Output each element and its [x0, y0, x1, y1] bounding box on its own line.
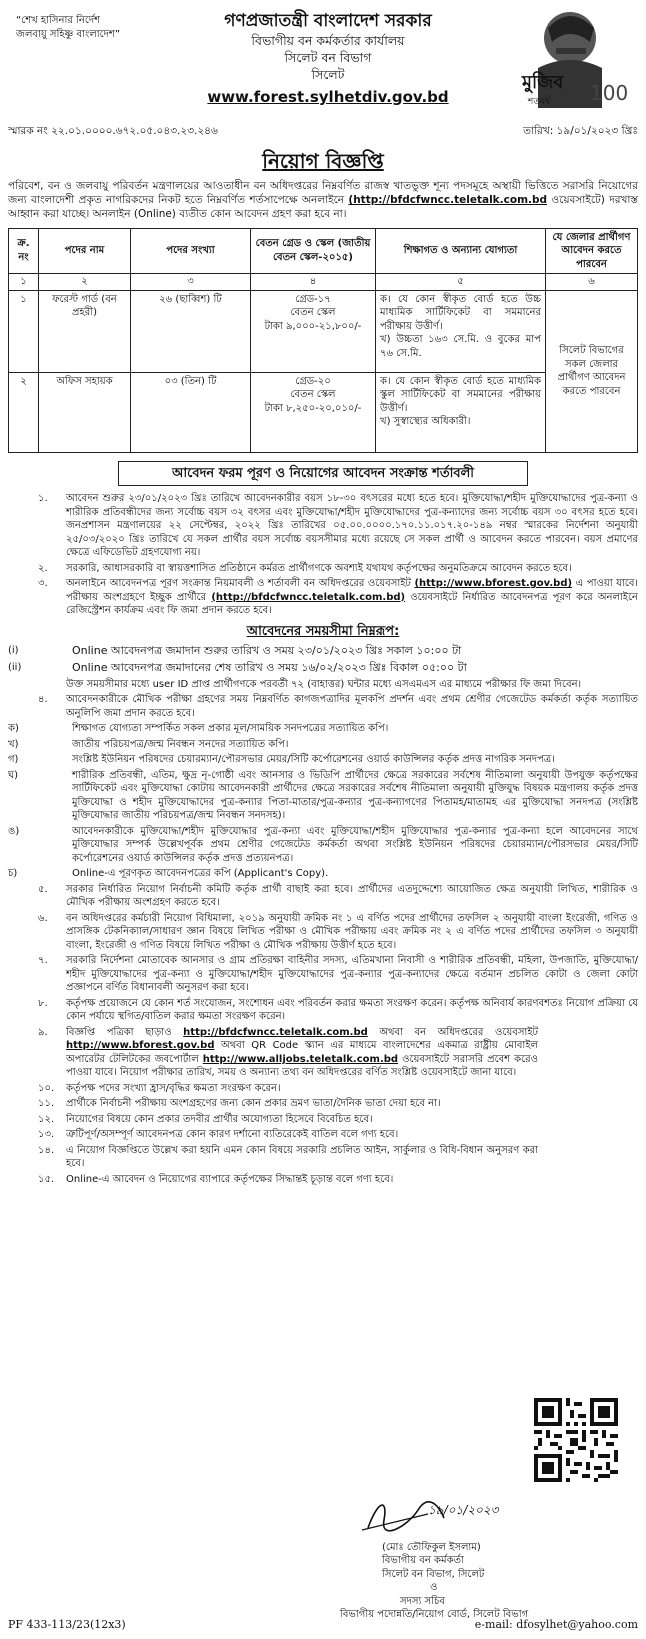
item-number: ৩. — [38, 578, 48, 590]
text-part: অনলাইনে আবেদনপত্র পূরণ সংক্রান্ত নিয়মাবলী ও শর্তাবলী বন অধিদপ্তরের ওয়েবসাইট — [66, 578, 415, 590]
deadline-note — [8, 678, 638, 692]
item-number: ১০. — [38, 1082, 55, 1094]
scale-value: টাকা ৯,০০০-২১,৮০০/- — [264, 320, 362, 332]
item-text: Online-এ পূরণকৃত আবেদনপত্রের কপি (Applicant's Copy). — [72, 868, 329, 880]
signatory-board: বিভাগীয় পদোন্নতি/নিয়োগ বোর্ড, সিলেট বিভাগ — [340, 1609, 529, 1620]
col-number: ২ — [39, 274, 131, 291]
notice-title: নিয়োগ বিজ্ঞপ্তি — [262, 149, 384, 173]
conditions-list-b — [8, 883, 638, 1080]
item-text: আবেদনকারীকে মুক্তিযোদ্ধা/শহীদ মুক্তিযোদ্ধার পুত্র-কন্যা এবং মুক্তিযোদ্ধা/শহীদ মুক্তিযোদ্ধার পুত্র-কন্যার পুত্র-কন্যা হলে আবেদনের সাথে মুক্তিযোদ্ধার সম্পর্ক উল্লেখপূর্বক প্রথম শ্রেণীর গেজেটেড কর্মকর্তা অথবা সংশ্লিষ্ট ইউনিয়ন পরিষদের চেয়ারম্যান/পৌরসভার মেয়র/সিটি কর্পোরেশনের ওয়ার্ড কাউন্সিলর কর্তৃক প্রদত্ত প্রত্যয়নপত্র। — [72, 825, 638, 864]
row-grade — [251, 290, 376, 372]
item-number: ১৩. — [38, 1129, 55, 1141]
memo-number: স্মারক নং ২২.০১.০০০০.৬৭২.০৫.০৪৩.২৩.২৪৬ — [8, 125, 218, 137]
text-part: অথবা QR Code স্ক্যান এর মাধ্যমে বাংলাদেশের একমাত্র রাষ্ট্রীয় মোবাইল অপারেটর টেলিটকের জবপোর্টাল — [66, 1040, 538, 1065]
text-part: বিজ্ঞপ্তি পত্রিকা ছাড়াও — [66, 1026, 184, 1038]
item-number: খ) — [8, 738, 19, 750]
government-block — [178, 10, 478, 107]
intro-paragraph — [8, 179, 638, 222]
intro-text-2: ওয়েবসাইটে) দরখাস্ত আহ্বান করা যাচ্ছে। অনলাইন (Online) ব্যতীত কোন আবেদন গ্রহণ করা হবে না। — [8, 194, 638, 221]
signature-image — [348, 1490, 518, 1536]
item-text: কর্তৃপক্ষ প্রয়োজনে যে কোন শর্ত সংযোজন, সংশোধন এবং পরিবর্তন করার ক্ষমতা সংরক্ষণ করেন। কর্তৃপক্ষ অনিবার্য কারণবশতঃ নিয়োগ প্রক্রিয়া যে কোন পর্যায়ে স্থগিত/বাতিল করার ক্ষমতা সংরক্ষণ করেন। — [66, 997, 638, 1023]
slogan-line2: জলবায়ু সহিষ্ণু বাংলাদেশ” — [16, 29, 121, 40]
website-link[interactable]: www.forest.sylhetdiv.gov.bd — [207, 87, 449, 106]
slogan-line1: “শেখ হাসিনার নির্দেশ — [16, 15, 101, 26]
contact-email[interactable]: e-mail: dfosylhet@yahoo.com — [474, 1618, 638, 1632]
item-number: ২. — [38, 562, 48, 574]
eligibility-b: খ) উচ্চতা ১৬৩ সে.মি. ও বুকের মাপ ৭৬ সে.মি. — [380, 334, 541, 359]
list-item — [8, 997, 638, 1024]
item-number: ১. — [38, 493, 48, 505]
city-name: সিলেট — [311, 66, 345, 82]
item-text — [48, 1026, 538, 1080]
item-text: উক্ত সময়সীমার মধ্যে user ID প্রাপ্ত প্রার্থীগণকে পরবর্তী ৭২ (বাহাত্তর) ঘন্টার মধ্যে এসএমএস এর মাধ্যমে পরীক্ষার ফি জমা দিবেন। — [66, 678, 582, 690]
list-item — [8, 693, 638, 720]
row-count: ০৩ (তিন) টি — [131, 372, 251, 452]
item-number: ১৪. — [38, 1144, 55, 1156]
grade-label: গ্রেড-২০ — [295, 375, 331, 387]
text-part: অথবা বন অধিদপ্তরের ওয়েবসাইট — [367, 1026, 538, 1038]
table-row — [9, 290, 638, 372]
list-item — [8, 661, 638, 676]
table-header-row — [9, 228, 638, 274]
footer — [8, 1618, 638, 1633]
item-text — [48, 577, 638, 618]
row-count: ২৬ (ছাব্বিশ) টি — [131, 290, 251, 372]
conjunction: ও — [430, 1582, 438, 1593]
eligibility-a: ক। যে কোন স্বীকৃত বোর্ড হতে উচ্চ মাধ্যমিক সার্টিফিকেট বা সমমানের পরীক্ষায় উত্তীর্ণ। — [380, 293, 541, 332]
teletalk-link[interactable]: (http://bfdcfwncc.teletalk.com.bd) — [211, 591, 406, 603]
header-grade: বেতন গ্রেড ও স্কেল (জাতীয় বেতন স্কেল-২০১৫) — [251, 228, 376, 274]
list-item — [8, 769, 638, 823]
item-text: এ নিয়োগ বিজ্ঞপ্তিতে উল্লেখ করা হয়নি এমন কোন বিষয়ে সরকারি প্রচলিত আইন, সার্কুলার ও বিধি-বিধান অনুসরণ করা হবে। — [66, 1144, 538, 1170]
eligibility-a: ক। যে কোন স্বীকৃত বোর্ড হতে মাধ্যমিক স্কুল সার্টিফিকেট বা সমমানের পরীক্ষায় উত্তীর্ণ। — [380, 375, 541, 414]
item-number: ৪. — [38, 694, 48, 706]
row-post: অফিস সহায়ক — [39, 372, 131, 452]
header-eligibility: শিক্ষাগত ও অন্যান্য যোগ্যতা — [376, 228, 546, 274]
signatory-name: (মোঃ তৌফিকুল ইসলাম) — [382, 1541, 481, 1553]
logo-subtext: শতবর্ষ — [528, 97, 551, 107]
item-text: কর্তৃপক্ষ পদের সংখ্যা হ্রাস/বৃদ্ধির ক্ষমতা সংরক্ষণ করেন। — [66, 1082, 281, 1094]
list-item — [8, 562, 638, 576]
item-text: সরকারি, আধাসরকারি বা স্বায়ত্তশাসিত প্রতিষ্ঠানে কর্মরত প্রার্থীগণকে অবশ্যই যথাযথ কর্তৃপক্ষের অনুমতিক্রমে আবেদন করতে হবে। — [66, 562, 572, 574]
intro-text-1: পরিবেশ, বন ও জলবায়ু পরিবর্তন মন্ত্রণালয়ের আওতাধীন বন অধিদপ্তরের নিম্নবর্ণিত রাজস্ব খাতভুক্ত শূন্য পদসমূহে অস্থায়ী ভিত্তিতে সরাসরি নিয়োগের জন্য বাংলাদেশী প্রকৃত নাগরিকদের নিকট হতে নিম্নবর্ণিত শর্তসাপেক্ষে অনলাইনে — [8, 180, 638, 207]
footer-code: PF 433-113/23(12x3) — [8, 1618, 126, 1632]
item-number: ৬. — [38, 912, 48, 924]
item-number: ১১. — [38, 1098, 55, 1110]
conditions-title: আবেদন ফরম পূরণ ও নিয়োগের আবেদন সংক্রান্ত শর্তাবলী — [118, 461, 528, 487]
list-item — [8, 492, 638, 560]
item-text: Online আবেদনপত্র জমাদান শুরুর তারিখ ও সময় ২৩/০১/২০২৩ খ্রিঃ সকাল ১০:০০ টা — [72, 644, 462, 658]
col-number: ৩ — [131, 274, 251, 291]
signatory-secretary: সদস্য সচিব — [400, 1595, 445, 1607]
item-text: সরকারি নির্দেশনা মোতাবেক আনসার ও গ্রাম প্রতিরক্ষা বাহিনীর সদস্য, এতিমখানা নিবাসী ও শারীরিক প্রতিবন্ধী, মহিলা, উপজাতি, মুক্তিযোদ্ধা/শহীদ মুক্তিযোদ্ধাদের পুত্র-কন্যা ও মুক্তিযোদ্ধা/শহীদ মুক্তিযোদ্ধাদের পুত্র-কন্যার পুত্র-কন্যাদের ক্ষেত্রে বর্তমান প্রচলিত কোটা ও জেলা কোটা প্রজ্ঞাপনে বর্ণিত বিধানাবলী অনুসরণ করা হবে। — [66, 955, 638, 994]
header-count: পদের সংখ্যা — [131, 228, 251, 274]
item-number: ঘ) — [8, 769, 19, 781]
text-part: ওয়েবসাইটে নির্ধারিত আবেদনপত্র পূরণ করে অনলাইনে রেজিস্ট্রেশন কার্যক্রম এবং ফি জমা প্রদান করতে হবে। — [66, 591, 638, 617]
col-number: ১ — [9, 274, 39, 291]
item-text: আবেদন শুরুর ২৩/০১/২০২৩ খ্রিঃ তারিখে আবেদনকারীর বয়স ১৮-৩০ বৎসরের মধ্যে হতে হবে। মুক্তিযোদ্ধা/শহীদ মুক্তিযোদ্ধাদের পুত্র-কন্যা ও শারীরিক প্রতিবন্ধীদের জন্য সর্বোচ্চ বয়স ৩২ বৎসর এবং মুক্তিযোদ্ধা/শহীদ মুক্তিযোদ্ধাদের পুত্র-কন্যাদের জন্য সর্বোচ্চ বয়স ৩০ বৎসর হতে হবে। জনপ্রশাসন মন্ত্রণালয়ের ২২ সেপ্টেম্বর, ২০২২ খ্রিঃ তারিখের ০৫.০০.০০০০.১৭০.১১.০১৭.২০-১৪৯ নম্বর স্মারকের নির্দেশনা অনুযায়ী ২৫/০৩/২০২০ খ্রিঃ তারিখে যে সকল প্রার্থীর বয়স সর্বোচ্চ বয়সসীমার মধ্যে রয়েছে সে সকল প্রার্থী ও আবেদন করতে পারবেন। বয়স প্রমাণের ক্ষেত্রে এফিডেভিট গ্রহণযোগ্য নয়। — [66, 493, 638, 559]
list-item — [8, 1082, 538, 1096]
item-number: ৮. — [38, 997, 48, 1009]
item-number: ১২. — [38, 1113, 55, 1125]
list-item — [8, 1128, 538, 1142]
row-post: ফরেস্ট গার্ড (বন প্রহরী) — [39, 290, 131, 372]
list-item — [8, 753, 638, 767]
item-text: নিয়োগের বিষয়ে কোন প্রকার তদবীর প্রার্থীর অযোগ্যতা হিসেবে বিবেচিত হবে। — [66, 1113, 373, 1125]
item-text: Online-এ আবেদন ও নিয়োগের ব্যাপারে কর্তৃপক্ষের সিদ্ধান্তই চূড়ান্ত বলে গণ্য হবে। — [66, 1173, 394, 1185]
list-item — [8, 883, 638, 910]
deadline-list — [8, 644, 638, 720]
row-district: সিলেট বিভাগের সকল জেলার প্রার্থীগণ আবেদন করতে পারবেন — [546, 290, 638, 452]
list-item — [8, 912, 638, 953]
government-title: গণপ্রজাতন্ত্রী বাংলাদেশ সরকার — [224, 11, 432, 31]
list-item — [8, 1113, 538, 1127]
signatory-office: সিলেট বন বিভাগ, সিলেট — [382, 1568, 485, 1580]
row-sl: ১ — [9, 290, 39, 372]
teletalk-link[interactable]: http://bfdcfwncc.teletalk.com.bd — [183, 1026, 368, 1038]
item-text: বন অধিদপ্তরের কর্মচারী নিয়োগ বিধিমালা, ২০১৯ অনুযায়ী ক্রমিক নং ১ এ বর্ণিত পদের প্রার্থীদের তফসিল ২ অনুযায়ী বাংলা ইংরেজী, গণিত ও প্রাসঙ্গিক টেকনিক্যাল/সাধারণ জ্ঞান বিষয়ে লিখিত পরীক্ষা ও মৌখিক পরীক্ষায় এবং ক্রমিক নং ২ এ বর্ণিত পদের প্রার্থীদের তফসিল ৩ অনুযায়ী বাংলা, ইংরেজী ও গণিত বিষয়ে লিখিত পরীক্ষা ও মৌখিক পরীক্ষায় উত্তীর্ণ হতে হবে। — [66, 912, 638, 951]
signature-block — [340, 1490, 640, 1622]
row-eligibility — [376, 372, 546, 452]
list-item — [8, 1026, 638, 1080]
list-item — [8, 1144, 538, 1171]
logo-number: 100 — [590, 81, 628, 105]
header-sl: ক্র. নং — [9, 228, 39, 274]
item-text: সংশ্লিষ্ট ইউনিয়ন পরিষদের চেয়ারম্যান/পৌরসভার মেয়র/সিটি কর্পোরেশনের ওয়ার্ড কাউন্সিলর কর্তৃক প্রদত্ত নাগরিক সনদপত্র। — [72, 754, 555, 766]
list-item — [8, 722, 638, 736]
signatory-title: বিভাগীয় বন কর্মকর্তা — [382, 1555, 464, 1566]
item-number: ৯. — [38, 1026, 48, 1038]
conditions-list-a — [8, 492, 638, 618]
item-text: শিক্ষাগত যোগ্যতা সম্পর্কিত সকল প্রকার মূল/সাময়িক সনদপত্রের সত্যায়িত কপি। — [72, 723, 389, 735]
col-number: ৫ — [376, 274, 546, 291]
division-name: সিলেট বন বিভাগ — [284, 49, 372, 65]
notice-date: তারিখ: ১৯/০১/২০২৩ খ্রিঃ — [523, 125, 638, 137]
header-district: যে জেলার প্রার্থীগণ আবেদন করতে পারবেন — [546, 228, 638, 274]
item-number: ঙ) — [8, 825, 20, 837]
grade-label: গ্রেড-১৭ — [295, 293, 331, 305]
slogan — [16, 14, 120, 42]
list-item — [8, 867, 638, 881]
item-number: গ) — [8, 754, 19, 766]
row-sl: ২ — [9, 372, 39, 452]
item-text: প্রার্থীকে নির্বাচনী পরীক্ষায় অংশগ্রহণের জন্য কোন প্রকার ভ্রমণ ভাতা/দৈনিক ভাতা দেয়া হবে না। — [66, 1098, 441, 1110]
alljobs-link[interactable]: http://www.alljobs.teletalk.com.bd — [202, 1053, 399, 1065]
item-number: ৫. — [38, 883, 48, 895]
qr-code-icon[interactable] — [534, 1398, 618, 1482]
list-item — [8, 577, 638, 618]
row-eligibility — [376, 290, 546, 372]
list-item — [8, 825, 638, 866]
item-text: Online আবেদনপত্র জমাদানের শেষ তারিখ ও সময় ১৬/০২/২০২৩ খ্রিঃ বিকাল ০৫:০০ টা — [72, 660, 467, 674]
deadline-title: আবেদনের সময়সীমা নিম্নরূপ: — [246, 623, 400, 639]
mujib-centenary-logo-icon — [498, 8, 628, 108]
spacer — [8, 678, 48, 692]
header-post: পদের নাম — [39, 228, 131, 274]
list-item — [8, 1097, 538, 1111]
item-number: ১৫. — [38, 1173, 55, 1185]
item-text: আবেদনকারীকে মৌখিক পরীক্ষা গ্রহণের সময় নিম্নবর্ণিত কাগজপত্রাদির মূলকপি প্রদর্শন এবং প্রথম শ্রেণীর গেজেটেড কর্মকর্তা কর্তৃক সত্যায়িত অনুলিপি জমা প্রদান করতে হবে। — [66, 694, 638, 719]
scale-label: বেতন স্কেল — [290, 389, 336, 401]
eligibility-b: খ) সুস্বাস্থ্যের অধিকারী। — [380, 416, 471, 428]
scale-label: বেতন স্কেল — [290, 307, 336, 319]
signature-date: ১৯/০১/২০২৩ — [428, 1503, 499, 1517]
item-number: ৭. — [38, 955, 48, 967]
intro-url[interactable]: (http://bfdcfwncc.teletalk.com.bd — [348, 194, 548, 207]
item-text: ত্রুটিপূর্ণ/অসম্পূর্ণ আবেদনপত্র কোন কারণ দর্শানো ব্যতিরেকেই বাতিল বলে গণ্য হবে। — [66, 1129, 399, 1141]
list-item — [8, 738, 638, 752]
bforest-link[interactable]: http://www.bforest.gov.bd — [66, 1040, 215, 1052]
item-text: সরকার নির্ধারিত নিয়োগ নির্বাচনী কমিটি কর্তৃক প্রার্থী বাছাই করা হবে। প্রার্থীদের এতদুদ্দেশ্যে আয়োজিত ক্ষেত্র অনুযায়ী লিখিত, শারীরিক ও মৌখিক পরীক্ষায় অংশগ্রহণ করতে হবে। — [66, 883, 638, 909]
list-item — [8, 1173, 538, 1187]
header — [8, 6, 638, 146]
memo-row — [8, 124, 638, 138]
office-name: বিভাগীয় বন কর্মকর্তার কার্যালয় — [251, 32, 405, 48]
column-number-row — [9, 274, 638, 291]
col-number: ৪ — [251, 274, 376, 291]
item-number: (ii) — [8, 661, 22, 673]
item-number: চ) — [8, 868, 18, 880]
bforest-link[interactable]: (http://www.bforest.gov.bd) — [414, 578, 573, 590]
logo-text: মুজিব — [522, 72, 564, 93]
table-row — [9, 372, 638, 452]
documents-list — [8, 722, 638, 881]
item-number: ক) — [8, 723, 19, 735]
row-grade — [251, 372, 376, 452]
conditions-list-c — [8, 1082, 638, 1187]
list-item — [8, 644, 638, 659]
item-text: জাতীয় পরিচয়পত্র/জন্ম নিবন্ধন সনদের সত্যায়িত কপি। — [72, 738, 289, 750]
col-number: ৬ — [546, 274, 638, 291]
posts-table — [8, 228, 638, 453]
text-part: ওয়েবসাইটে সরাসরি প্রবেশ করেও পাওয়া যাবে। নিয়োগ পরীক্ষার তারিখ, সময় ও অন্যান্য তথ্য বন অধিদপ্তরের বর্ণিত সংশ্লিষ্ট ওয়েবসাইটে জানা যাবে। — [66, 1053, 539, 1079]
scale-value: টাকা ৮,২৫০-২০,০১০/- — [264, 402, 362, 414]
text-part: এ পাওয়া যাবে। পরীক্ষায় অংশগ্রহণে ইচ্ছুক প্রার্থীরে — [66, 578, 638, 603]
list-item — [8, 954, 638, 995]
item-text: শারীরিক প্রতিবন্ধী, এতিম, ক্ষুদ্র নৃ-গোষ্ঠী এবং আনসার ও ভিডিপি প্রার্থীদের ক্ষেত্রে সরকারের সর্বশেষ নীতিমালা অনুযায়ী উপযুক্ত কর্তৃপক্ষের সার্টিফিকেট এবং মুক্তিযোদ্ধা কোটায় আবেদনকারী প্রার্থীদের ক্ষেত্রে সরকারের সর্বশেষ নীতিমালা অনুযায়ী মুক্তিযুদ্ধ বিষয়ক মন্ত্রণালয় কর্তৃক প্রদত্ত মুক্তিযোদ্ধা ও শহীদ মুক্তিযোদ্ধাদের পুত্র-কন্যার পিতা-মাতার/পুত্র-কন্যার পুত্র-কন্যাগণের পিতামহ/মাতামহ এর মুক্তিযোদ্ধা সনদপত্র (সংশ্লিষ্ট মুক্তিযোদ্ধার জাতীয় পরিচয়পত্র/জন্ম নিবন্ধন সনদসহ)। — [72, 769, 638, 822]
item-number: (i) — [8, 645, 19, 657]
